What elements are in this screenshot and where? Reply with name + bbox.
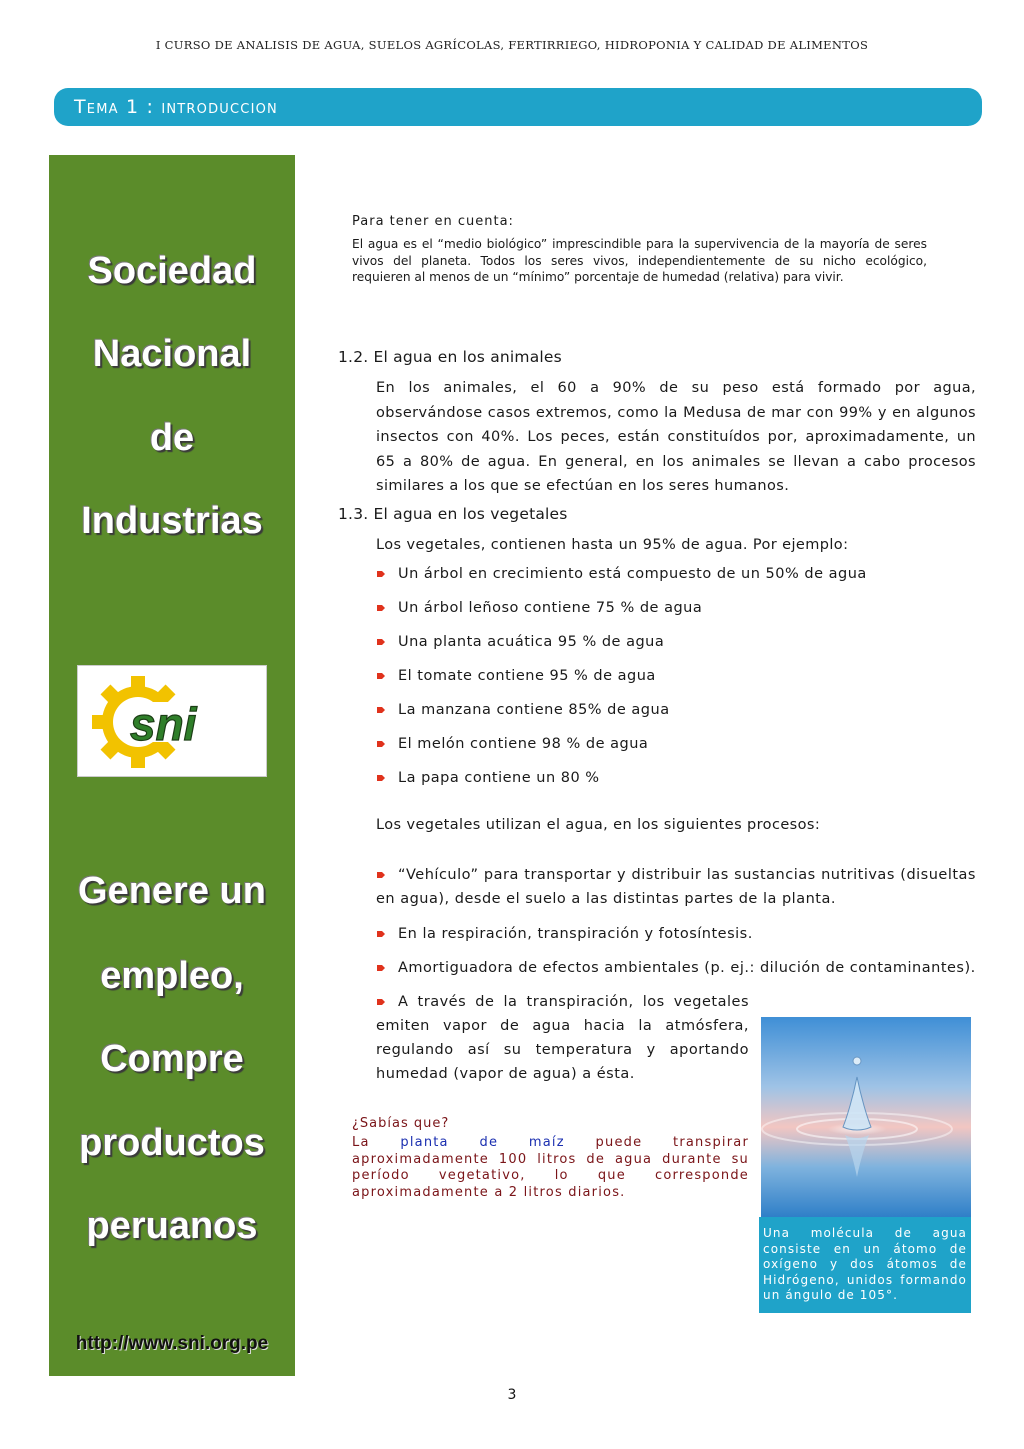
running-header: I CURSO DE ANALISIS DE AGUA, SUELOS AGRÍCOLAS, FERTIRRIEGO, HIDROPONIA Y CALIDAD DE ALIMENTOS xyxy=(155,38,869,52)
list-item: La papa contiene un 80 % xyxy=(376,766,976,790)
water-drop-photo xyxy=(761,1017,971,1217)
list-item: Amortiguadora de efectos ambientales (p. ej.: dilución de contaminantes). xyxy=(376,956,976,980)
banner-word: productos xyxy=(79,1122,265,1164)
sni-advertisement-banner xyxy=(49,155,295,1376)
banner-word: peruanos xyxy=(86,1205,258,1247)
water-drop-icon xyxy=(761,1017,971,1217)
banner-word: de xyxy=(149,417,195,459)
bullet-arrow-icon xyxy=(376,569,386,579)
note-box xyxy=(352,214,927,286)
section-banner-title: Tema 1 : introduccion xyxy=(74,96,278,118)
logo-text: sni xyxy=(130,698,197,750)
list-item: En la respiración, transpiración y fotosíntesis. xyxy=(376,922,976,946)
section-title-animales: 1.2. El agua en los animales xyxy=(338,348,562,366)
note-title: Para tener en cuenta: xyxy=(352,214,514,229)
bullet-arrow-icon xyxy=(376,739,386,749)
bullet-arrow-icon xyxy=(376,963,386,973)
list-item: La manzana contiene 85% de agua xyxy=(376,698,976,722)
bullet-arrow-icon xyxy=(376,870,386,880)
paragraph-procesos-intro: Los vegetales utilizan el agua, en los siguientes procesos: xyxy=(376,817,821,833)
highlight-term: planta de maíz xyxy=(400,1135,565,1150)
bullet-arrow-icon xyxy=(376,637,386,647)
bullet-arrow-icon xyxy=(376,705,386,715)
list-item: El melón contiene 98 % de agua xyxy=(376,732,976,756)
bullet-arrow-icon xyxy=(376,603,386,613)
list-item: Un árbol en crecimiento está compuesto de un 50% de agua xyxy=(376,562,976,586)
bullet-arrow-icon xyxy=(376,929,386,939)
banner-word: empleo, xyxy=(100,955,244,997)
list-item: Una planta acuática 95 % de agua xyxy=(376,630,976,654)
list-item: Un árbol leñoso contiene 75 % de agua xyxy=(376,596,976,620)
did-you-know-box xyxy=(352,1116,749,1201)
banner-word: Nacional xyxy=(92,333,252,375)
banner-word: Genere un xyxy=(78,870,266,912)
page-number: 3 xyxy=(507,1387,517,1403)
section-title-vegetales: 1.3. El agua en los vegetales xyxy=(338,505,568,523)
photo-caption: Una molécula de agua consiste en un átomo de oxígeno y dos átomos de Hidrógeno, unidos formando un ángulo de 105°. xyxy=(759,1217,971,1313)
gear-icon xyxy=(78,666,268,778)
list-item: El tomate contiene 95 % de agua xyxy=(376,664,976,688)
section-banner xyxy=(54,88,982,126)
did-you-know-title: ¿Sabías que? xyxy=(352,1116,450,1131)
banner-word: Industrias xyxy=(81,500,263,542)
paragraph-vegetales-intro: Los vegetales, contienen hasta un 95% de agua. Por ejemplo: xyxy=(376,537,849,553)
sni-logo xyxy=(77,665,267,777)
paragraph-animales: En los animales, el 60 a 90% de su peso está formado por agua, observándose casos extremos, como la Medusa de mar con 99% y en algunos insectos con 40%. Los peces, están constituídos por, aproximadamente, un 65 a 80% de agua. En general, en los animales se llevan a cabo procesos similares a los que se efectúan en los seres humanos. xyxy=(376,380,976,494)
banner-url: http://www.sni.org.pe xyxy=(75,1333,269,1354)
bullet-arrow-icon xyxy=(376,773,386,783)
list-item: A través de la transpiración, los vegetales emiten vapor de agua hacia la atmósfera, regulando así su temperatura y aportando humedad (vapor de agua) a ésta. xyxy=(376,994,749,1082)
did-you-know-body: La planta de maíz puede transpirar aproximadamente 100 litros de agua durante su período vegetativo, lo que corresponde aproximadamente a 2 litros diarios. xyxy=(352,1135,749,1200)
bullet-arrow-icon xyxy=(376,671,386,681)
bullet-arrow-icon xyxy=(376,997,386,1007)
banner-word: Compre xyxy=(100,1038,244,1080)
banner-word: Sociedad xyxy=(87,250,257,292)
list-item: “Vehículo” para transportar y distribuir las sustancias nutritivas (disueltas en agua), desde el suelo a las distintas partes de la planta. xyxy=(376,867,976,907)
note-body: El agua es el “medio biológico” imprescindible para la supervivencia de la mayoría de seres vivos del planeta. Todos los seres vivos, independientemente de su nicho ecológico, requieren al menos de un “mínimo” porcentaje de humedad (relativa) para vivir. xyxy=(352,237,927,284)
